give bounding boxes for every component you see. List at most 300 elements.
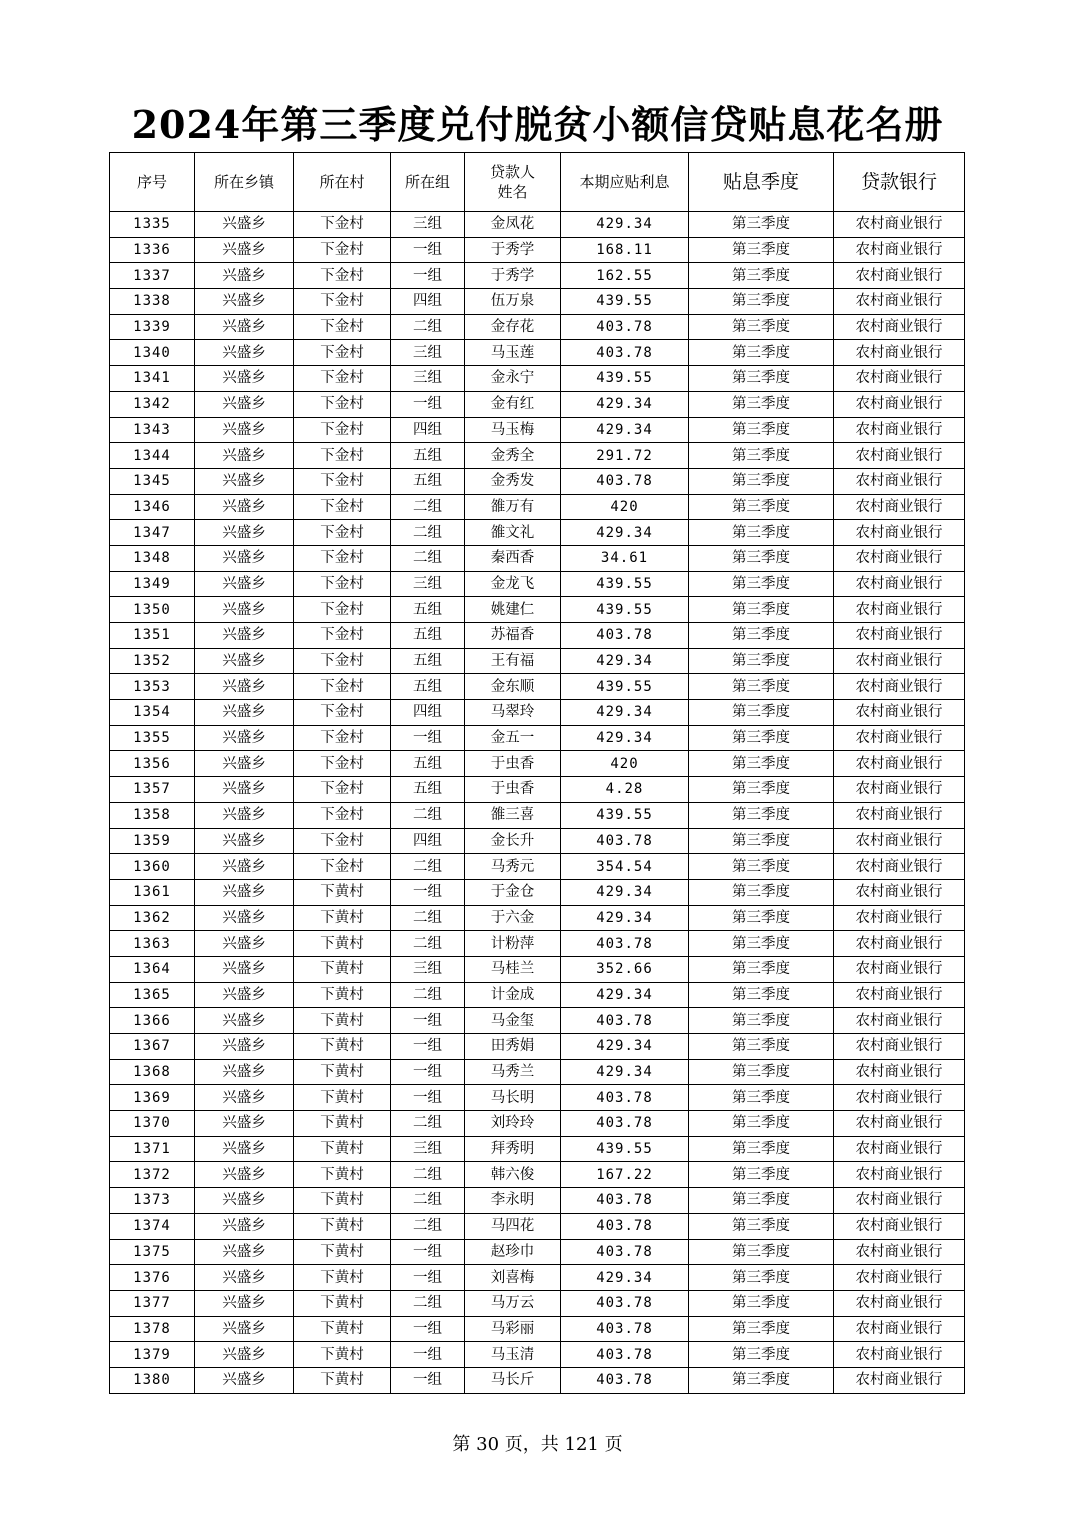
cell-seq: 1371	[110, 1136, 195, 1162]
cell-borrower: 马金玺	[465, 1008, 561, 1034]
cell-village: 下黄村	[294, 982, 391, 1008]
cell-township: 兴盛乡	[195, 1342, 294, 1368]
cell-borrower: 马翠玲	[465, 700, 561, 726]
cell-interest: 429.34	[561, 982, 689, 1008]
cell-borrower: 金秀全	[465, 443, 561, 469]
cell-borrower: 雒三喜	[465, 802, 561, 828]
table-row	[110, 1188, 965, 1214]
cell-borrower: 姚建仁	[465, 597, 561, 623]
cell-group: 一组	[391, 879, 465, 905]
table-row	[110, 956, 965, 982]
cell-village: 下金村	[294, 751, 391, 777]
cell-group: 二组	[391, 1290, 465, 1316]
cell-seq: 1354	[110, 700, 195, 726]
cell-seq: 1347	[110, 520, 195, 546]
cell-township: 兴盛乡	[195, 1188, 294, 1214]
cell-bank: 农村商业银行	[834, 417, 965, 443]
cell-quarter: 第三季度	[689, 956, 834, 982]
cell-seq: 1337	[110, 263, 195, 289]
cell-interest: 439.55	[561, 1136, 689, 1162]
cell-bank: 农村商业银行	[834, 1239, 965, 1265]
cell-group: 二组	[391, 905, 465, 931]
cell-interest: 354.54	[561, 854, 689, 880]
cell-quarter: 第三季度	[689, 443, 834, 469]
cell-group: 二组	[391, 982, 465, 1008]
cell-borrower: 金存花	[465, 314, 561, 340]
cell-quarter: 第三季度	[689, 417, 834, 443]
cell-village: 下金村	[294, 520, 391, 546]
cell-interest: 403.78	[561, 1111, 689, 1137]
cell-village: 下黄村	[294, 1265, 391, 1291]
cell-interest: 420	[561, 751, 689, 777]
cell-interest: 403.78	[561, 1213, 689, 1239]
cell-village: 下金村	[294, 417, 391, 443]
cell-village: 下金村	[294, 494, 391, 520]
cell-village: 下金村	[294, 802, 391, 828]
cell-quarter: 第三季度	[689, 905, 834, 931]
cell-village: 下黄村	[294, 1290, 391, 1316]
cell-group: 一组	[391, 1085, 465, 1111]
cell-bank: 农村商业银行	[834, 623, 965, 649]
cell-borrower: 赵珍巾	[465, 1239, 561, 1265]
cell-group: 二组	[391, 1213, 465, 1239]
table-row	[110, 1034, 965, 1060]
cell-quarter: 第三季度	[689, 571, 834, 597]
cell-township: 兴盛乡	[195, 1059, 294, 1085]
cell-quarter: 第三季度	[689, 597, 834, 623]
cell-quarter: 第三季度	[689, 1034, 834, 1060]
cell-township: 兴盛乡	[195, 879, 294, 905]
header-borrower-line1: 贷款人	[489, 163, 535, 181]
cell-bank: 农村商业银行	[834, 1265, 965, 1291]
cell-township: 兴盛乡	[195, 905, 294, 931]
cell-bank: 农村商业银行	[834, 597, 965, 623]
page-footer: 第 30 页，共 121 页	[452, 1434, 623, 1455]
table-row	[110, 212, 965, 238]
table-row	[110, 571, 965, 597]
cell-township: 兴盛乡	[195, 648, 294, 674]
cell-township: 兴盛乡	[195, 751, 294, 777]
table-row	[110, 391, 965, 417]
cell-village: 下金村	[294, 725, 391, 751]
header-bank: 贷款银行	[834, 153, 965, 212]
header-borrower	[465, 153, 561, 212]
table-row	[110, 1008, 965, 1034]
cell-borrower: 马玉梅	[465, 417, 561, 443]
table-row	[110, 1316, 965, 1342]
cell-bank: 农村商业银行	[834, 494, 965, 520]
cell-interest: 439.55	[561, 674, 689, 700]
cell-interest: 403.78	[561, 468, 689, 494]
cell-quarter: 第三季度	[689, 777, 834, 803]
cell-quarter: 第三季度	[689, 1239, 834, 1265]
cell-interest: 429.34	[561, 1265, 689, 1291]
cell-group: 一组	[391, 1367, 465, 1393]
cell-quarter: 第三季度	[689, 289, 834, 315]
cell-interest: 403.78	[561, 1342, 689, 1368]
cell-quarter: 第三季度	[689, 1162, 834, 1188]
table-row	[110, 1213, 965, 1239]
cell-bank: 农村商业银行	[834, 237, 965, 263]
cell-seq: 1341	[110, 366, 195, 392]
cell-village: 下金村	[294, 700, 391, 726]
cell-borrower: 马四花	[465, 1213, 561, 1239]
cell-quarter: 第三季度	[689, 314, 834, 340]
table-row	[110, 1265, 965, 1291]
cell-quarter: 第三季度	[689, 828, 834, 854]
table-row	[110, 931, 965, 957]
cell-borrower: 于秀学	[465, 263, 561, 289]
cell-bank: 农村商业银行	[834, 1059, 965, 1085]
cell-seq: 1335	[110, 212, 195, 238]
table-row	[110, 751, 965, 777]
cell-interest: 429.34	[561, 725, 689, 751]
cell-group: 四组	[391, 289, 465, 315]
cell-seq: 1380	[110, 1367, 195, 1393]
cell-interest: 291.72	[561, 443, 689, 469]
cell-group: 二组	[391, 1162, 465, 1188]
cell-borrower: 韩六俊	[465, 1162, 561, 1188]
cell-group: 三组	[391, 366, 465, 392]
cell-bank: 农村商业银行	[834, 1162, 965, 1188]
cell-seq: 1361	[110, 879, 195, 905]
cell-seq: 1359	[110, 828, 195, 854]
cell-township: 兴盛乡	[195, 571, 294, 597]
cell-borrower: 于金仓	[465, 879, 561, 905]
cell-village: 下金村	[294, 391, 391, 417]
cell-bank: 农村商业银行	[834, 802, 965, 828]
cell-village: 下黄村	[294, 1213, 391, 1239]
cell-group: 三组	[391, 1136, 465, 1162]
cell-quarter: 第三季度	[689, 1008, 834, 1034]
cell-bank: 农村商业银行	[834, 905, 965, 931]
cell-bank: 农村商业银行	[834, 391, 965, 417]
cell-seq: 1356	[110, 751, 195, 777]
cell-borrower: 拜秀明	[465, 1136, 561, 1162]
cell-quarter: 第三季度	[689, 212, 834, 238]
cell-township: 兴盛乡	[195, 674, 294, 700]
cell-group: 五组	[391, 751, 465, 777]
cell-borrower: 马玉清	[465, 1342, 561, 1368]
cell-quarter: 第三季度	[689, 700, 834, 726]
cell-borrower: 王有福	[465, 648, 561, 674]
cell-township: 兴盛乡	[195, 468, 294, 494]
cell-seq: 1370	[110, 1111, 195, 1137]
cell-township: 兴盛乡	[195, 1162, 294, 1188]
cell-quarter: 第三季度	[689, 1188, 834, 1214]
cell-village: 下黄村	[294, 1136, 391, 1162]
header-group: 所在组	[391, 153, 465, 212]
cell-quarter: 第三季度	[689, 366, 834, 392]
cell-village: 下金村	[294, 340, 391, 366]
cell-quarter: 第三季度	[689, 1367, 834, 1393]
cell-bank: 农村商业银行	[834, 725, 965, 751]
cell-group: 二组	[391, 802, 465, 828]
cell-seq: 1339	[110, 314, 195, 340]
table-row	[110, 237, 965, 263]
cell-interest: 4.28	[561, 777, 689, 803]
cell-seq: 1340	[110, 340, 195, 366]
cell-borrower: 马长明	[465, 1085, 561, 1111]
cell-seq: 1353	[110, 674, 195, 700]
cell-bank: 农村商业银行	[834, 931, 965, 957]
cell-interest: 403.78	[561, 931, 689, 957]
cell-seq: 1338	[110, 289, 195, 315]
cell-borrower: 金有红	[465, 391, 561, 417]
cell-quarter: 第三季度	[689, 931, 834, 957]
cell-quarter: 第三季度	[689, 1342, 834, 1368]
cell-borrower: 于秀学	[465, 237, 561, 263]
table-row	[110, 1342, 965, 1368]
cell-quarter: 第三季度	[689, 494, 834, 520]
table-row	[110, 263, 965, 289]
cell-group: 一组	[391, 1059, 465, 1085]
header-village: 所在村	[294, 153, 391, 212]
cell-group: 三组	[391, 212, 465, 238]
cell-interest: 162.55	[561, 263, 689, 289]
cell-bank: 农村商业银行	[834, 289, 965, 315]
table-row	[110, 725, 965, 751]
cell-borrower: 于六金	[465, 905, 561, 931]
cell-group: 四组	[391, 700, 465, 726]
cell-borrower: 金东顺	[465, 674, 561, 700]
cell-bank: 农村商业银行	[834, 777, 965, 803]
cell-borrower: 李永明	[465, 1188, 561, 1214]
cell-township: 兴盛乡	[195, 700, 294, 726]
cell-bank: 农村商业银行	[834, 1213, 965, 1239]
cell-group: 一组	[391, 263, 465, 289]
cell-group: 一组	[391, 1008, 465, 1034]
header-quarter: 贴息季度	[689, 153, 834, 212]
table-row	[110, 854, 965, 880]
table-row	[110, 777, 965, 803]
cell-interest: 439.55	[561, 289, 689, 315]
cell-seq: 1348	[110, 545, 195, 571]
cell-bank: 农村商业银行	[834, 1316, 965, 1342]
cell-village: 下金村	[294, 468, 391, 494]
cell-borrower: 计粉萍	[465, 931, 561, 957]
cell-bank: 农村商业银行	[834, 674, 965, 700]
table-row	[110, 340, 965, 366]
cell-seq: 1343	[110, 417, 195, 443]
cell-bank: 农村商业银行	[834, 956, 965, 982]
cell-township: 兴盛乡	[195, 314, 294, 340]
cell-quarter: 第三季度	[689, 468, 834, 494]
table-row	[110, 314, 965, 340]
cell-bank: 农村商业银行	[834, 1008, 965, 1034]
cell-group: 五组	[391, 648, 465, 674]
cell-quarter: 第三季度	[689, 1290, 834, 1316]
cell-seq: 1360	[110, 854, 195, 880]
cell-seq: 1342	[110, 391, 195, 417]
cell-township: 兴盛乡	[195, 340, 294, 366]
cell-interest: 429.34	[561, 700, 689, 726]
table-row	[110, 417, 965, 443]
cell-quarter: 第三季度	[689, 1111, 834, 1137]
cell-village: 下金村	[294, 212, 391, 238]
table-row	[110, 1111, 965, 1137]
cell-interest: 403.78	[561, 1239, 689, 1265]
cell-borrower: 马彩丽	[465, 1316, 561, 1342]
cell-village: 下黄村	[294, 1059, 391, 1085]
cell-township: 兴盛乡	[195, 1367, 294, 1393]
cell-interest: 429.34	[561, 391, 689, 417]
cell-township: 兴盛乡	[195, 1290, 294, 1316]
table-row	[110, 468, 965, 494]
cell-village: 下黄村	[294, 1111, 391, 1137]
table-row	[110, 700, 965, 726]
cell-group: 三组	[391, 571, 465, 597]
cell-township: 兴盛乡	[195, 1213, 294, 1239]
cell-borrower: 计金成	[465, 982, 561, 1008]
cell-seq: 1378	[110, 1316, 195, 1342]
cell-township: 兴盛乡	[195, 623, 294, 649]
cell-bank: 农村商业银行	[834, 545, 965, 571]
cell-interest: 403.78	[561, 314, 689, 340]
cell-quarter: 第三季度	[689, 648, 834, 674]
cell-village: 下黄村	[294, 879, 391, 905]
cell-interest: 439.55	[561, 366, 689, 392]
cell-village: 下金村	[294, 674, 391, 700]
cell-group: 五组	[391, 597, 465, 623]
cell-quarter: 第三季度	[689, 520, 834, 546]
cell-interest: 429.34	[561, 417, 689, 443]
cell-village: 下黄村	[294, 1188, 391, 1214]
cell-interest: 403.78	[561, 1290, 689, 1316]
cell-bank: 农村商业银行	[834, 700, 965, 726]
cell-group: 一组	[391, 237, 465, 263]
cell-borrower: 于虫香	[465, 777, 561, 803]
cell-village: 下金村	[294, 571, 391, 597]
cell-seq: 1365	[110, 982, 195, 1008]
cell-township: 兴盛乡	[195, 391, 294, 417]
cell-township: 兴盛乡	[195, 366, 294, 392]
cell-borrower: 马玉莲	[465, 340, 561, 366]
cell-borrower: 马万云	[465, 1290, 561, 1316]
table-row	[110, 545, 965, 571]
cell-village: 下金村	[294, 289, 391, 315]
cell-township: 兴盛乡	[195, 1316, 294, 1342]
cell-quarter: 第三季度	[689, 879, 834, 905]
cell-township: 兴盛乡	[195, 1034, 294, 1060]
cell-village: 下黄村	[294, 1239, 391, 1265]
cell-interest: 429.34	[561, 1034, 689, 1060]
cell-village: 下黄村	[294, 1085, 391, 1111]
cell-township: 兴盛乡	[195, 237, 294, 263]
table-row	[110, 623, 965, 649]
cell-bank: 农村商业银行	[834, 1111, 965, 1137]
cell-village: 下黄村	[294, 1008, 391, 1034]
cell-interest: 429.34	[561, 648, 689, 674]
cell-quarter: 第三季度	[689, 545, 834, 571]
cell-seq: 1376	[110, 1265, 195, 1291]
cell-group: 一组	[391, 1034, 465, 1060]
cell-borrower: 伍万泉	[465, 289, 561, 315]
cell-group: 一组	[391, 725, 465, 751]
cell-township: 兴盛乡	[195, 931, 294, 957]
cell-quarter: 第三季度	[689, 1059, 834, 1085]
cell-seq: 1364	[110, 956, 195, 982]
table-row	[110, 828, 965, 854]
cell-village: 下金村	[294, 545, 391, 571]
cell-group: 四组	[391, 828, 465, 854]
table-row	[110, 1162, 965, 1188]
cell-borrower: 马桂兰	[465, 956, 561, 982]
cell-seq: 1355	[110, 725, 195, 751]
cell-village: 下黄村	[294, 1162, 391, 1188]
cell-seq: 1344	[110, 443, 195, 469]
cell-bank: 农村商业银行	[834, 468, 965, 494]
cell-bank: 农村商业银行	[834, 520, 965, 546]
cell-seq: 1350	[110, 597, 195, 623]
cell-group: 五组	[391, 623, 465, 649]
cell-village: 下黄村	[294, 1342, 391, 1368]
cell-seq: 1368	[110, 1059, 195, 1085]
cell-township: 兴盛乡	[195, 802, 294, 828]
cell-interest: 403.78	[561, 1085, 689, 1111]
cell-quarter: 第三季度	[689, 391, 834, 417]
cell-bank: 农村商业银行	[834, 828, 965, 854]
cell-township: 兴盛乡	[195, 854, 294, 880]
cell-interest: 429.34	[561, 520, 689, 546]
cell-interest: 167.22	[561, 1162, 689, 1188]
cell-borrower: 金五一	[465, 725, 561, 751]
cell-seq: 1369	[110, 1085, 195, 1111]
table-row	[110, 1290, 965, 1316]
cell-group: 五组	[391, 443, 465, 469]
table-row	[110, 597, 965, 623]
cell-village: 下金村	[294, 237, 391, 263]
cell-bank: 农村商业银行	[834, 751, 965, 777]
cell-bank: 农村商业银行	[834, 854, 965, 880]
cell-group: 四组	[391, 417, 465, 443]
cell-village: 下黄村	[294, 1367, 391, 1393]
table-row	[110, 1239, 965, 1265]
cell-interest: 403.78	[561, 623, 689, 649]
cell-township: 兴盛乡	[195, 417, 294, 443]
table-row	[110, 1085, 965, 1111]
cell-quarter: 第三季度	[689, 623, 834, 649]
cell-township: 兴盛乡	[195, 956, 294, 982]
cell-bank: 农村商业银行	[834, 982, 965, 1008]
cell-borrower: 田秀娟	[465, 1034, 561, 1060]
cell-borrower: 金长升	[465, 828, 561, 854]
cell-group: 二组	[391, 854, 465, 880]
header-seq: 序号	[110, 153, 195, 212]
cell-village: 下金村	[294, 854, 391, 880]
cell-bank: 农村商业银行	[834, 1290, 965, 1316]
cell-seq: 1375	[110, 1239, 195, 1265]
header-interest: 本期应贴利息	[561, 153, 689, 212]
cell-quarter: 第三季度	[689, 854, 834, 880]
cell-interest: 403.78	[561, 340, 689, 366]
cell-village: 下黄村	[294, 1316, 391, 1342]
table-row	[110, 494, 965, 520]
cell-quarter: 第三季度	[689, 1316, 834, 1342]
cell-township: 兴盛乡	[195, 1085, 294, 1111]
cell-township: 兴盛乡	[195, 1136, 294, 1162]
cell-township: 兴盛乡	[195, 545, 294, 571]
cell-seq: 1363	[110, 931, 195, 957]
cell-bank: 农村商业银行	[834, 1085, 965, 1111]
cell-borrower: 于虫香	[465, 751, 561, 777]
table-row	[110, 1136, 965, 1162]
cell-village: 下金村	[294, 828, 391, 854]
cell-quarter: 第三季度	[689, 263, 834, 289]
table-row	[110, 802, 965, 828]
cell-seq: 1379	[110, 1342, 195, 1368]
cell-bank: 农村商业银行	[834, 1188, 965, 1214]
